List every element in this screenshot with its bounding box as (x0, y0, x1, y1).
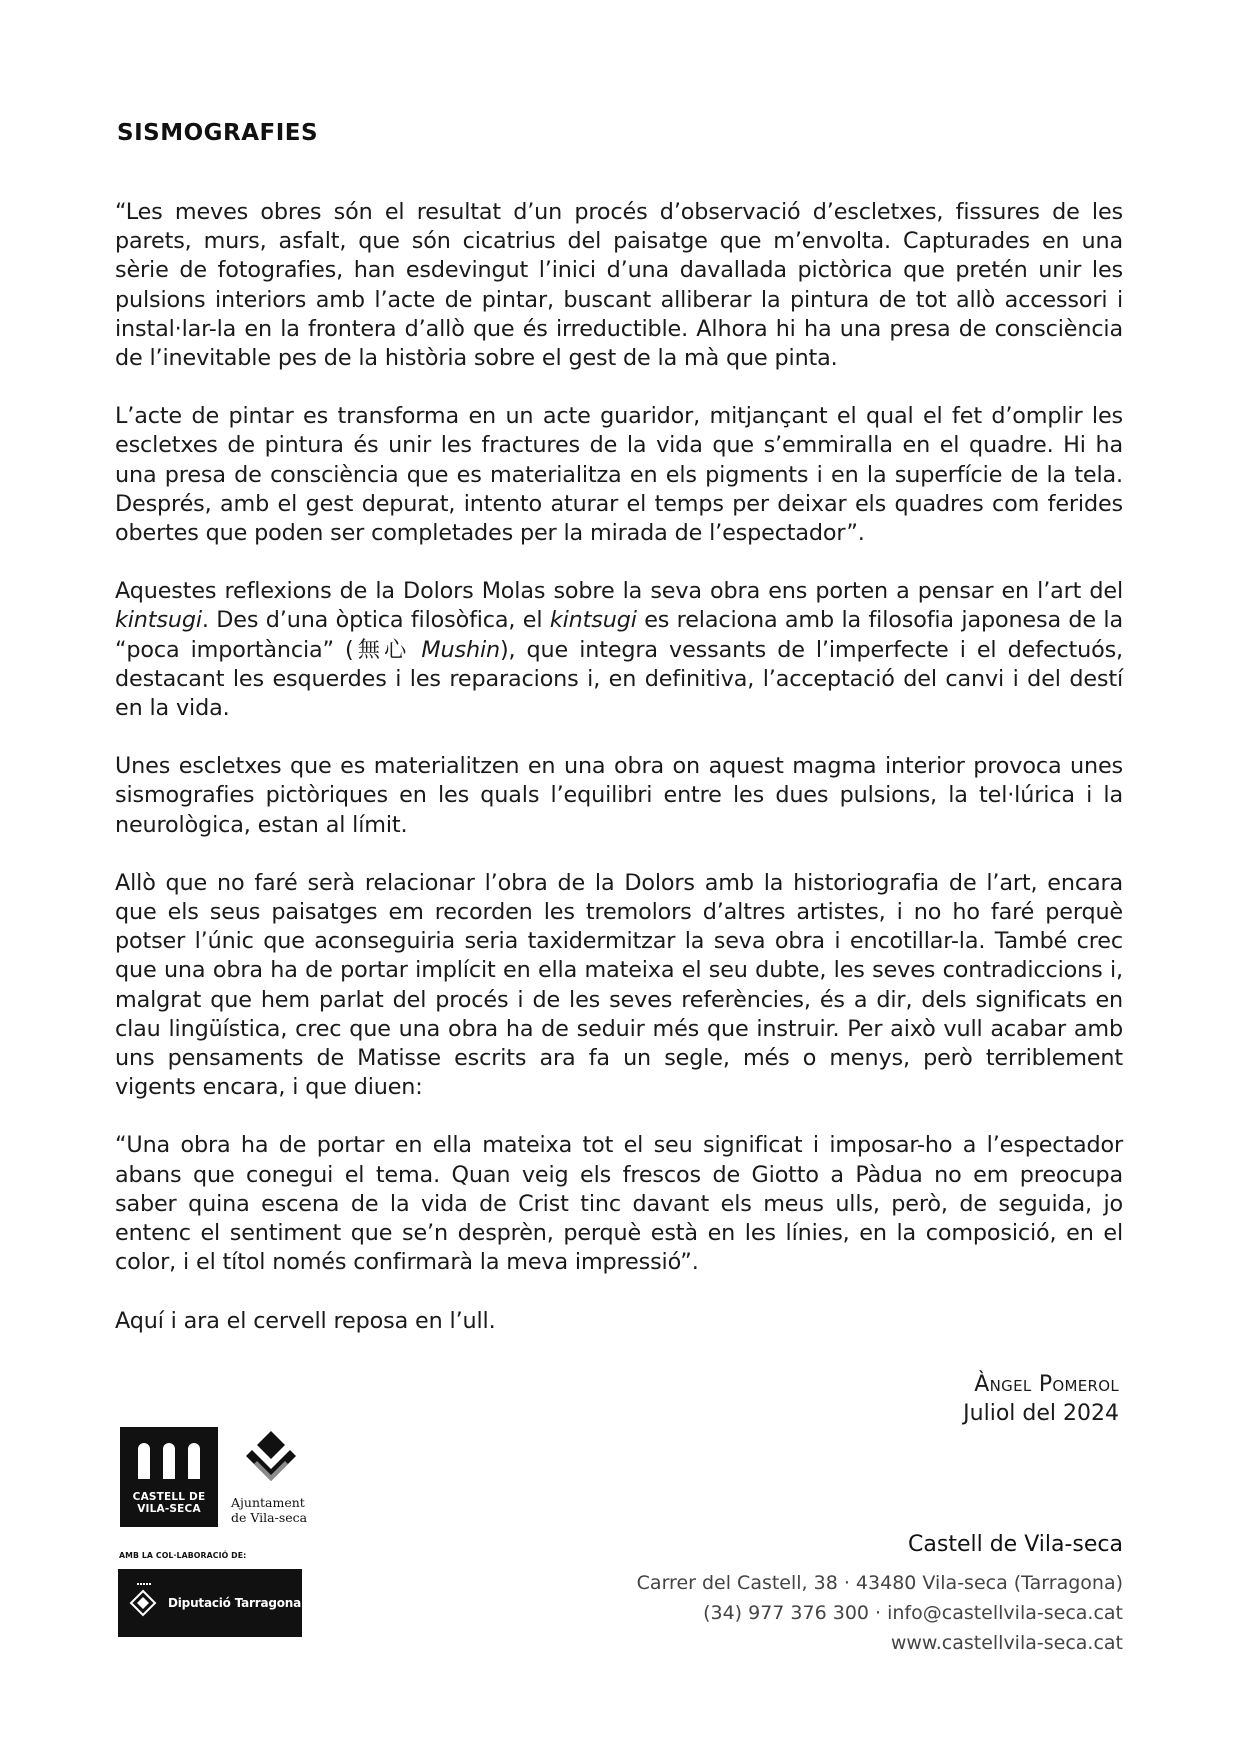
page-title: SISMOGRAFIES (117, 120, 319, 146)
author-name: Àngel Pomerol (974, 1372, 1119, 1397)
castell-logo-line2: VILA-SECA (137, 1503, 201, 1515)
ajuntament-line1: Ajuntament (231, 1495, 305, 1510)
signature-date: Juliol del 2024 (963, 1401, 1119, 1426)
venue-phone-email: (34) 977 376 300 · info@castellvila-seca.cat (703, 1602, 1123, 1624)
italic-term: kintsugi (115, 607, 202, 634)
castle-towers-icon (120, 1427, 218, 1487)
italic-term: kintsugi (549, 607, 637, 634)
diputacio-tarragona-logo (118, 1569, 302, 1637)
contact-block (637, 1530, 1123, 1658)
paragraph-kintsugi (115, 577, 1123, 723)
castell-logo-line1: CASTELL DE (132, 1491, 206, 1503)
ajuntament-emblem-icon (226, 1427, 316, 1491)
castell-vila-seca-logo (120, 1427, 218, 1527)
italic-term: Mushin (421, 636, 500, 663)
article-body (115, 198, 1123, 1365)
text-run: Aquestes reflexions de la Dolors Molas sobre la seva obra ens porten a pensar en l’art del (115, 578, 1123, 605)
diputacio-emblem-icon (118, 1569, 168, 1637)
paragraph-quote-continued: L’acte de pintar es transforma en un acte guaridor, mitjançant el qual el fet d’omplir les escletxes de pintura és unir les fractures de la vida que s’emmiralla en el quadre. Hi ha una presa de consciència que es materialitza en els pigments i en la superfície de la tela. Després, amb el gest depurat, intento aturar el temps per deixar els quadres com ferides obertes que poden ser completades per la mirada de l’espectador”. (115, 403, 1123, 547)
ajuntament-line2: de Vila-seca (231, 1510, 308, 1525)
venue-address: Carrer del Castell, 38 · 43480 Vila-seca (Tarragona) (636, 1572, 1123, 1594)
ajuntament-vila-seca-logo (226, 1427, 316, 1531)
paragraph-matisse-quote: “Una obra ha de portar en ella mateixa tot el seu significat i imposar-ho a l’espectador abans que conegui el tema. Quan veig els frescos de Giotto a Pàdua no em preocupa saber quina escena de la vida de Crist tinc davant els meus ulls, però, de seguida, jo entenc el sentiment que se’n desprèn, perquè està en les línies, en la composició, en el color, i el títol només confirmarà la meva impressió”. (115, 1132, 1123, 1276)
paragraph-escletxes: Unes escletxes que es materialitzen en una obra on aquest magma interior provoca unes sismografies pictòriques en les quals l’equilibri entre les dues pulsions, la tel·lúrica i la neurològica, estan al límit. (115, 753, 1123, 838)
diputacio-name: Diputació Tarragona (168, 1596, 302, 1610)
venue-website: www.castellvila-seca.cat (890, 1632, 1123, 1654)
text-run: es relaciona amb la filosofia japonesa de la “poca importància” (無心 (115, 607, 1123, 663)
text-run: ), que integra vessants de l’imperfecte i el defectuós, destacant les esquerdes i les reparacions i, en definitiva, l’acceptació del canvi i del destí en la vida. (115, 636, 1123, 722)
text-run: . Des d’una òptica filosòfica, el (201, 607, 550, 634)
signature-block (963, 1370, 1119, 1428)
paragraph-quote-intro: “Les meves obres són el resultat d’un procés d’observació d’escletxes, fissures de les parets, murs, asfalt, que són cicatrius del paisatge que m’envolta. Capturades en una sèrie de fotografies, han esdevingut l’inici d’una davallada pictòrica que pretén unir les pulsions interiors amb l’acte de pintar, buscant alliberar la pintura de tot allò accessori i instal·lar-la en la frontera d’allò que és irreductible. Alhora hi ha una presa de consciència de l’inevitable pes de la història sobre el gest de la mà que pinta. (115, 199, 1123, 372)
paragraph-historiografia: Allò que no faré serà relacionar l’obra de la Dolors amb la historiografia de l’art, encara que els seus paisatges em recorden les tremolors d’altres artistes, i no ho faré perquè potser l’únic que aconseguiria seria taxidermitzar la seva obra i encotillar-la. També crec que una obra ha de portar implícit en ella mateixa el seu dubte, les seves contradiccions i, malgrat que hem parlat del procés i de les seves referències, és a dir, dels significats en clau lingüística, crec que una obra ha de seduir més que instruir. Per això vull acabar amb uns pensaments de Matisse escrits ara fa un segle, més o menys, però terriblement vigents encara, i que diuen: (115, 869, 1123, 1101)
venue-name: Castell de Vila-seca (908, 1532, 1123, 1557)
paragraph-closing: Aquí i ara el cervell reposa en l’ull. (115, 1307, 496, 1334)
collaboration-label: AMB LA COL·LABORACIÓ DE: (119, 1551, 247, 1560)
